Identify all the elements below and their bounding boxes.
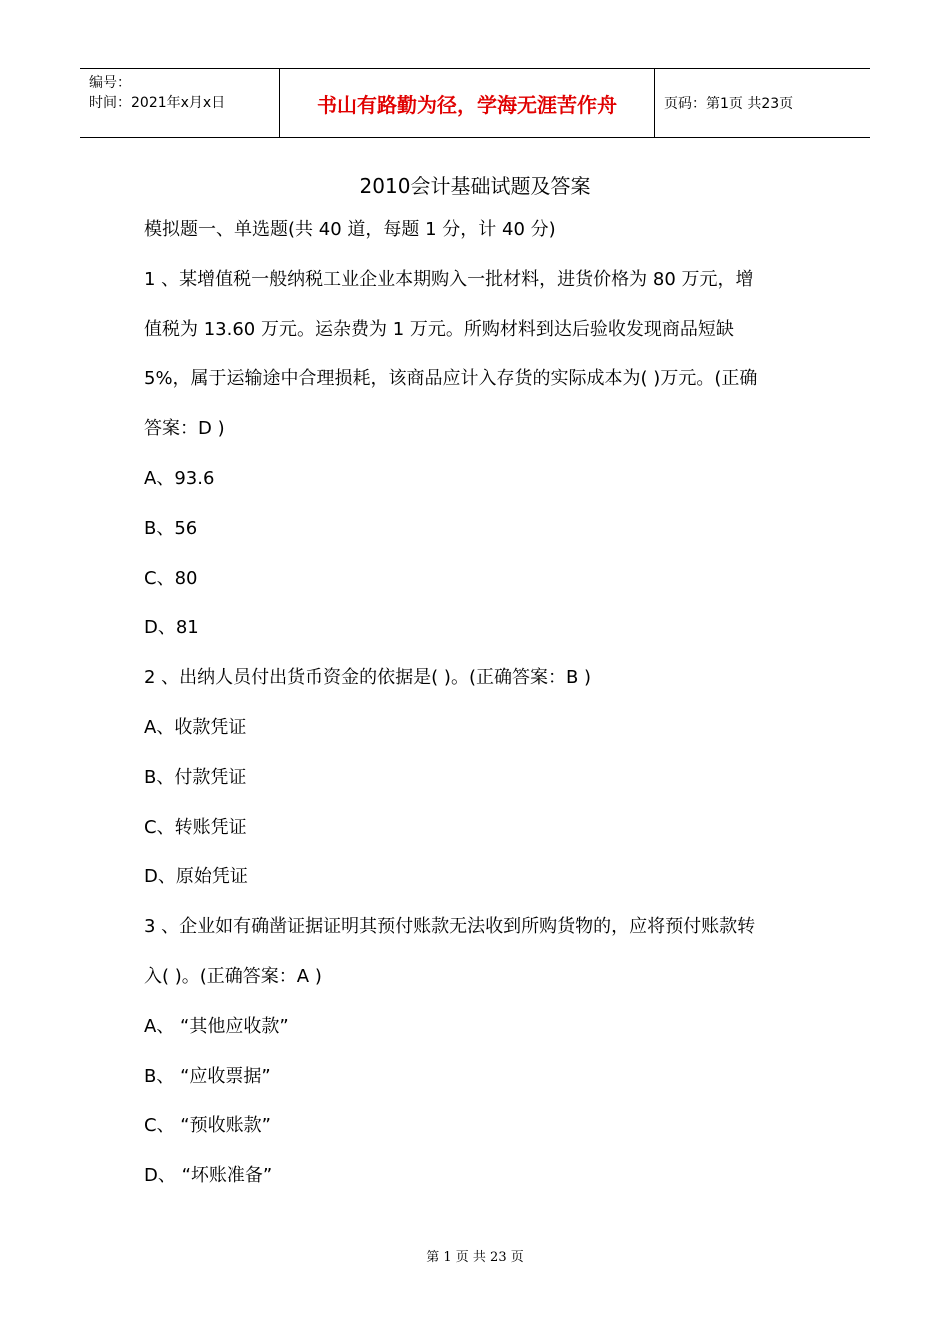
- question-3-option-b: B、 “应收票据”: [144, 1065, 271, 1087]
- question-1-line-1: 1 、某增值税一般纳税工业企业本期购入一批材料，进货价格为 80 万元，增: [144, 268, 754, 290]
- page-footer: 第 1 页 共 23 页: [426, 1250, 524, 1265]
- question-1-answer: 答案：D ): [144, 418, 225, 440]
- document-body: [144, 218, 812, 1214]
- question-3-option-a: A、 “其他应收款”: [144, 1015, 289, 1037]
- question-3-option-d: D、 “坏账准备”: [144, 1165, 273, 1187]
- page-header: [80, 68, 870, 138]
- question-1-line-2: 值税为 13.60 万元。运杂费为 1 万元。所购材料到达后验收发现商品短缺: [144, 318, 734, 340]
- document-time-label: 时间：2021年x月x日: [89, 95, 226, 111]
- question-1-option-c: C、80: [144, 567, 198, 589]
- header-page-info: 页码：第1页 共23页: [664, 96, 794, 112]
- question-3-option-c: C、 “预收账款”: [144, 1115, 271, 1137]
- question-1-option-d: D、81: [144, 617, 199, 639]
- question-1-line-3: 5%，属于运输途中合理损耗，该商品应计入存货的实际成本为( )万元。(正确: [144, 368, 758, 390]
- question-3-line-1: 3 、企业如有确凿证据证明其预付账款无法收到所购货物的，应将预付账款转: [144, 916, 756, 938]
- section-heading: 模拟题一、单选题(共 40 道，每题 1 分，计 40 分): [144, 219, 556, 240]
- document-title: 2010会计基础试题及答案: [359, 174, 591, 198]
- question-2-option-c: C、转账凭证: [144, 816, 247, 838]
- question-2-option-b: B、付款凭证: [144, 766, 247, 788]
- question-1-option-b: B、56: [144, 517, 198, 539]
- question-3-line-2: 入( )。(正确答案：A ): [144, 965, 322, 987]
- header-meta: [80, 69, 280, 137]
- question-2: 2 、出纳人员付出货币资金的依据是( )。(正确答案：B ): [144, 667, 592, 689]
- question-2-option-d: D、原始凭证: [144, 866, 248, 888]
- question-2-option-a: A、收款凭证: [144, 716, 247, 738]
- question-1-option-a: A、93.6: [144, 467, 215, 489]
- document-number-label: 编号：: [89, 75, 131, 91]
- header-slogan: 书山有路勤为径，学海无涯苦作舟: [280, 69, 655, 137]
